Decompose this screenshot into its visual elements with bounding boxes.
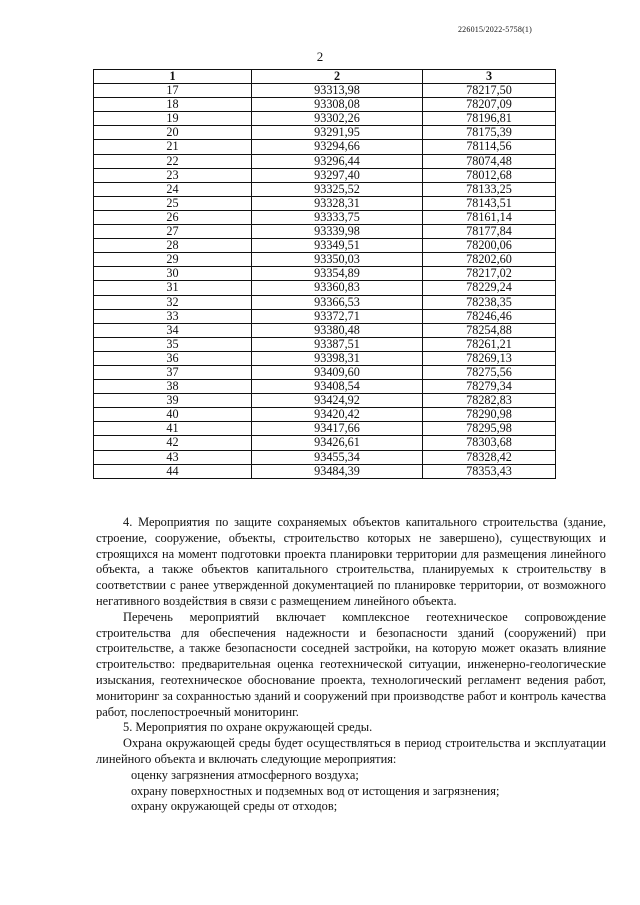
table-row (94, 140, 556, 154)
point-number-cell: 33 (94, 309, 252, 323)
point-number-cell: 37 (94, 365, 252, 379)
y-coordinate-cell: 78269,13 (423, 351, 556, 365)
y-coordinate-cell: 78217,02 (423, 267, 556, 281)
x-coordinate-cell: 93339,98 (252, 225, 423, 239)
point-number-cell: 43 (94, 450, 252, 464)
list-item: охрану поверхностных и подземных вод от истощения и загрязнения; (131, 783, 500, 798)
table-row (94, 225, 556, 239)
point-number-cell: 21 (94, 140, 252, 154)
point-number-cell: 42 (94, 436, 252, 450)
table-row (94, 436, 556, 450)
y-coordinate-cell: 78353,43 (423, 464, 556, 478)
y-coordinate-cell: 78114,56 (423, 140, 556, 154)
column-header-y: 3 (423, 70, 556, 84)
document-body-text (96, 515, 606, 815)
x-coordinate-cell: 93297,40 (252, 168, 423, 182)
point-number-cell: 28 (94, 239, 252, 253)
point-number-cell: 39 (94, 394, 252, 408)
table-row (94, 253, 556, 267)
point-number-cell: 23 (94, 168, 252, 182)
x-coordinate-cell: 93484,39 (252, 464, 423, 478)
point-number-cell: 32 (94, 295, 252, 309)
point-number-cell: 34 (94, 323, 252, 337)
table-row (94, 464, 556, 478)
point-number-cell: 40 (94, 408, 252, 422)
point-number-cell: 17 (94, 84, 252, 98)
table-row (94, 267, 556, 281)
x-coordinate-cell: 93360,83 (252, 281, 423, 295)
table-row (94, 394, 556, 408)
x-coordinate-cell: 93294,66 (252, 140, 423, 154)
table-body (94, 84, 556, 479)
table-row (94, 422, 556, 436)
point-number-cell: 38 (94, 380, 252, 394)
y-coordinate-cell: 78133,25 (423, 182, 556, 196)
x-coordinate-cell: 93308,08 (252, 98, 423, 112)
x-coordinate-cell: 93380,48 (252, 323, 423, 337)
y-coordinate-cell: 78217,50 (423, 84, 556, 98)
x-coordinate-cell: 93455,34 (252, 450, 423, 464)
paragraph: Охрана окружающей среды будет осуществляться в период строительства и эксплуатации линейного объекта и включать следующие мероприятия: (96, 736, 606, 766)
table-row (94, 365, 556, 379)
y-coordinate-cell: 78290,98 (423, 408, 556, 422)
table-row (94, 351, 556, 365)
point-number-cell: 29 (94, 253, 252, 267)
table-row (94, 210, 556, 224)
point-number-cell: 24 (94, 182, 252, 196)
x-coordinate-cell: 93420,42 (252, 408, 423, 422)
y-coordinate-cell: 78207,09 (423, 98, 556, 112)
y-coordinate-cell: 78175,39 (423, 126, 556, 140)
paragraph: Перечень мероприятий включает комплексное геотехническое сопровождение строительства для обеспечения надежности и безопасности зданий (сооружений) при строительстве, а также безопасности соседней застройки, на которую может оказать влияние строительство: предварительная оценка геотехнической ситуации, инженерно-геологические изыскания, геотехническое обоснование проекта, технологический регламент ведения работ, мониторинг за сохранностью зданий и сооружений при производстве работ и контроль качества работ, послепостроечный мониторинг. (96, 609, 606, 719)
x-coordinate-cell: 93417,66 (252, 422, 423, 436)
y-coordinate-cell: 78229,24 (423, 281, 556, 295)
x-coordinate-cell: 93313,98 (252, 84, 423, 98)
point-number-cell: 26 (94, 210, 252, 224)
x-coordinate-cell: 93372,71 (252, 309, 423, 323)
point-number-cell: 30 (94, 267, 252, 281)
x-coordinate-cell: 93328,31 (252, 196, 423, 210)
y-coordinate-cell: 78282,83 (423, 394, 556, 408)
point-number-cell: 18 (94, 98, 252, 112)
page-number: 2 (316, 49, 324, 64)
point-number-cell: 20 (94, 126, 252, 140)
y-coordinate-cell: 78254,88 (423, 323, 556, 337)
x-coordinate-cell: 93408,54 (252, 380, 423, 394)
y-coordinate-cell: 78295,98 (423, 422, 556, 436)
table-row (94, 98, 556, 112)
y-coordinate-cell: 78202,60 (423, 253, 556, 267)
x-coordinate-cell: 93366,53 (252, 295, 423, 309)
column-header-point: 1 (94, 70, 252, 84)
y-coordinate-cell: 78196,81 (423, 112, 556, 126)
table-row (94, 112, 556, 126)
table-row (94, 408, 556, 422)
table-row (94, 154, 556, 168)
x-coordinate-cell: 93354,89 (252, 267, 423, 281)
x-coordinate-cell: 93424,92 (252, 394, 423, 408)
x-coordinate-cell: 93349,51 (252, 239, 423, 253)
y-coordinate-cell: 78200,06 (423, 239, 556, 253)
document-number: 226015/2022-5758(1) (457, 25, 532, 34)
point-number-cell: 25 (94, 196, 252, 210)
table-row (94, 380, 556, 394)
paragraph: 5. Мероприятия по охране окружающей среды. (123, 720, 373, 735)
y-coordinate-cell: 78328,42 (423, 450, 556, 464)
table-row (94, 239, 556, 253)
table-row (94, 309, 556, 323)
paragraph: 4. Мероприятия по защите сохраняемых объектов капитального строительства (здание, строение, сооружение, объекты, строительство которых не завершено), существующих и строящихся на момент подготовки проекта планировки территории для размещения линейного объекта, а также объектов капитального строительства, планируемых к строительству в соответствии с ранее утвержденной документацией по планировке территории, от возможного негативного воздействия в связи с размещением линейного объекта. (96, 515, 606, 608)
y-coordinate-cell: 78279,34 (423, 380, 556, 394)
table-row (94, 337, 556, 351)
x-coordinate-cell: 93387,51 (252, 337, 423, 351)
y-coordinate-cell: 78161,14 (423, 210, 556, 224)
table-header-row (94, 70, 556, 84)
table-row (94, 281, 556, 295)
table-row (94, 196, 556, 210)
x-coordinate-cell: 93398,31 (252, 351, 423, 365)
y-coordinate-cell: 78261,21 (423, 337, 556, 351)
table-row (94, 323, 556, 337)
table-row (94, 168, 556, 182)
point-number-cell: 27 (94, 225, 252, 239)
point-number-cell: 41 (94, 422, 252, 436)
table-row (94, 295, 556, 309)
table-row (94, 182, 556, 196)
table-row (94, 84, 556, 98)
y-coordinate-cell: 78303,68 (423, 436, 556, 450)
y-coordinate-cell: 78012,68 (423, 168, 556, 182)
x-coordinate-cell: 93296,44 (252, 154, 423, 168)
y-coordinate-cell: 78246,46 (423, 309, 556, 323)
list-item: охрану окружающей среды от отходов; (131, 799, 338, 814)
point-number-cell: 44 (94, 464, 252, 478)
x-coordinate-cell: 93350,03 (252, 253, 423, 267)
x-coordinate-cell: 93302,26 (252, 112, 423, 126)
column-header-x: 2 (252, 70, 423, 84)
y-coordinate-cell: 78238,35 (423, 295, 556, 309)
list-item: оценку загрязнения атмосферного воздуха; (131, 767, 359, 782)
table-row (94, 126, 556, 140)
x-coordinate-cell: 93333,75 (252, 210, 423, 224)
point-number-cell: 36 (94, 351, 252, 365)
table-row (94, 450, 556, 464)
y-coordinate-cell: 78143,51 (423, 196, 556, 210)
x-coordinate-cell: 93325,52 (252, 182, 423, 196)
point-number-cell: 31 (94, 281, 252, 295)
y-coordinate-cell: 78275,56 (423, 365, 556, 379)
coordinates-table (93, 69, 556, 479)
y-coordinate-cell: 78177,84 (423, 225, 556, 239)
x-coordinate-cell: 93426,61 (252, 436, 423, 450)
point-number-cell: 19 (94, 112, 252, 126)
point-number-cell: 22 (94, 154, 252, 168)
x-coordinate-cell: 93409,60 (252, 365, 423, 379)
x-coordinate-cell: 93291,95 (252, 126, 423, 140)
point-number-cell: 35 (94, 337, 252, 351)
y-coordinate-cell: 78074,48 (423, 154, 556, 168)
